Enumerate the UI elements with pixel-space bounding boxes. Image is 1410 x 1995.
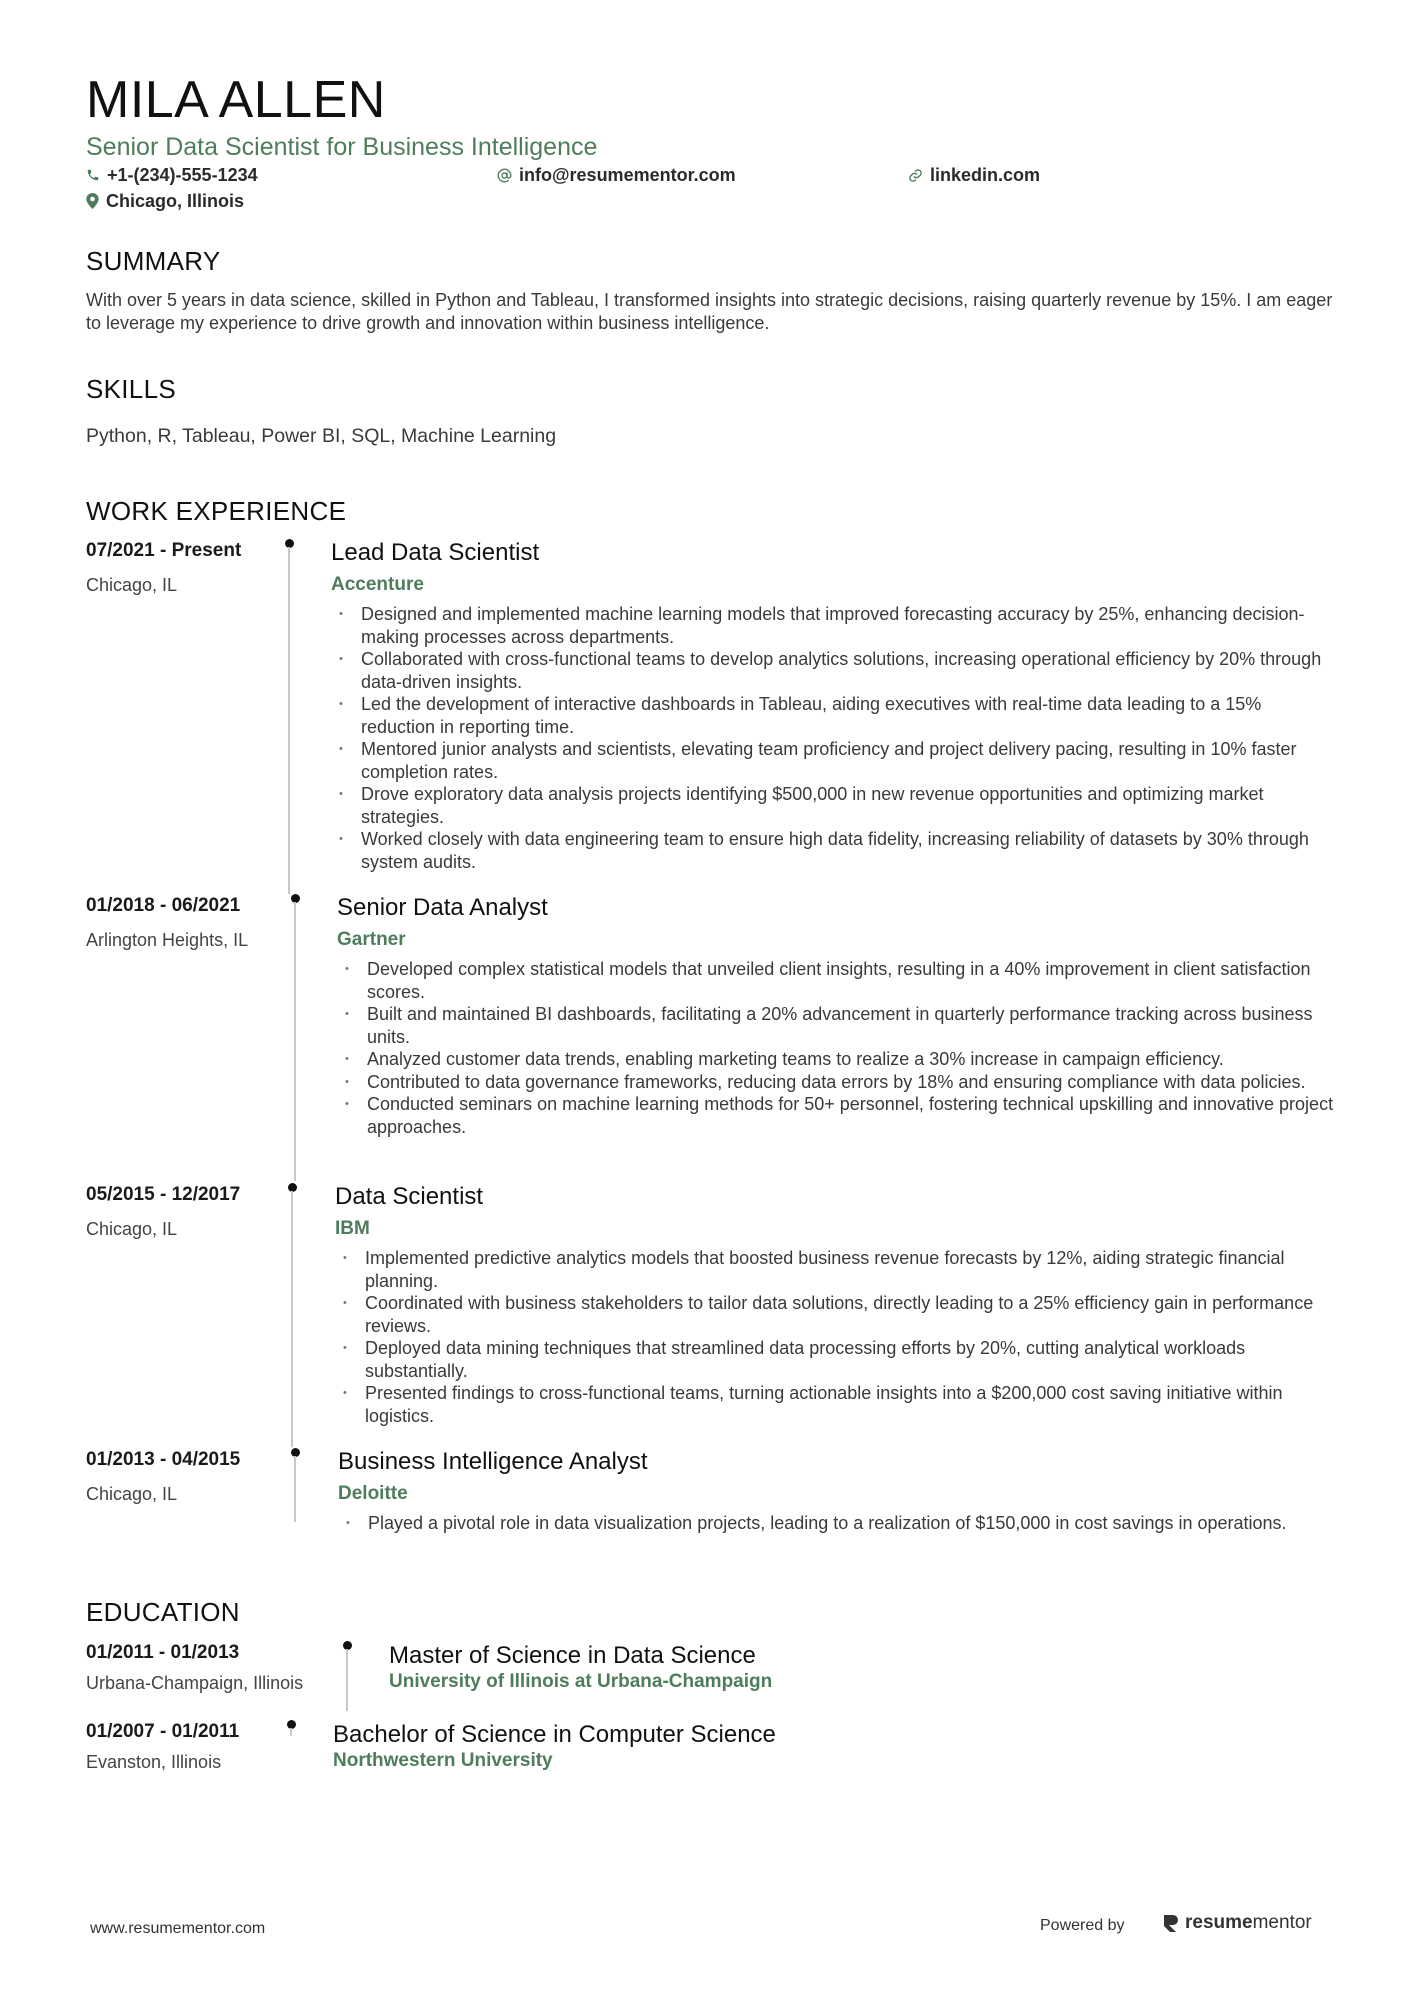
footer-powered-by: Powered by	[1040, 1917, 1125, 1934]
job-bullet: • Analyzed customer data trends, enabling marketing teams to realize a 30% increase in campaign efficiency.	[337, 1048, 1337, 1071]
contact-email[interactable]	[497, 164, 736, 186]
resumementor-logo-icon	[1162, 1913, 1180, 1933]
job-location: Arlington Heights, IL	[86, 930, 249, 950]
job-bullets	[338, 1512, 1338, 1535]
job-bullets	[331, 603, 1331, 873]
contact-location	[86, 190, 244, 212]
job-dates: 07/2021 - Present	[86, 540, 242, 561]
edu-school: Northwestern University	[333, 1750, 553, 1771]
job-bullet: • Developed complex statistical models that unveiled client insights, resulting in a 40% improvement in client satisfaction scores.	[337, 958, 1337, 1003]
skills-text: Python, R, Tableau, Power BI, SQL, Machine Learning	[86, 425, 557, 447]
timeline-line	[288, 547, 290, 894]
contact-linkedin[interactable]	[908, 164, 1040, 186]
job-bullet: • Implemented predictive analytics models that boosted business revenue forecasts by 12%, aiding strategic financial planning.	[335, 1247, 1335, 1292]
job-location: Chicago, IL	[86, 1484, 178, 1504]
job-location: Chicago, IL	[86, 575, 178, 595]
candidate-name: MILA ALLEN	[86, 71, 386, 129]
candidate-title: Senior Data Scientist for Business Intelligence	[86, 133, 598, 161]
timeline-line	[291, 1191, 293, 1447]
job-bullet: • Worked closely with data engineering team to ensure high data fidelity, increasing reliability of datasets by 30% through system audits.	[331, 828, 1331, 873]
job-bullet: • Collaborated with cross-functional teams to develop analytics solutions, increasing operational efficiency by 20% through data-driven insights.	[331, 648, 1331, 693]
edu-location: Evanston, Illinois	[86, 1752, 222, 1772]
education-heading: EDUCATION	[86, 1597, 240, 1627]
brand-light: mentor	[1252, 1912, 1312, 1933]
map-pin-icon	[86, 193, 99, 209]
experience-heading: WORK EXPERIENCE	[86, 496, 347, 526]
footer-brand-logo[interactable]	[1162, 1912, 1312, 1934]
footer-website[interactable]: www.resumementor.com	[90, 1920, 266, 1937]
edu-degree: Master of Science in Data Science	[389, 1642, 756, 1669]
at-sign-icon	[497, 168, 512, 183]
job-dates: 01/2018 - 06/2021	[86, 895, 241, 916]
job-bullets	[337, 958, 1337, 1138]
edu-school: University of Illinois at Urbana-Champaign	[389, 1671, 773, 1692]
edu-dates: 01/2011 - 01/2013	[86, 1642, 240, 1663]
job-company: IBM	[335, 1218, 370, 1239]
job-bullet: • Deployed data mining techniques that streamlined data processing efforts by 20%, cutting analytical workloads substantially.	[335, 1337, 1335, 1382]
job-role: Lead Data Scientist	[331, 539, 540, 566]
location-text: Chicago, Illinois	[106, 191, 245, 211]
job-bullet: • Mentored junior analysts and scientists, elevating team proficiency and project delivery pacing, resulting in 10% faster completion rates.	[331, 738, 1331, 783]
job-bullet: • Played a pivotal role in data visualization projects, leading to a realization of $150,000 in cost savings in operations.	[338, 1512, 1338, 1535]
job-bullet: • Led the development of interactive dashboards in Tableau, aiding executives with real-time data leading to a 15% reduction in reporting time.	[331, 693, 1331, 738]
job-bullet: • Contributed to data governance frameworks, reducing data errors by 18% and ensuring compliance with data policies.	[337, 1071, 1337, 1094]
timeline-line	[294, 1456, 296, 1522]
job-company: Accenture	[331, 574, 424, 595]
job-role: Business Intelligence Analyst	[338, 1448, 648, 1475]
phone-text: +1-(234)-555-1234	[107, 165, 258, 185]
job-bullet: • Built and maintained BI dashboards, facilitating a 20% advancement in quarterly performance tracking across business units.	[337, 1003, 1337, 1048]
job-role: Data Scientist	[335, 1183, 484, 1210]
edu-degree: Bachelor of Science in Computer Science	[333, 1721, 776, 1748]
job-bullet: • Coordinated with business stakeholders to tailor data solutions, directly leading to a 25% efficiency gain in performance reviews.	[335, 1292, 1335, 1337]
job-company: Gartner	[337, 929, 406, 950]
linkedin-text[interactable]: linkedin.com	[930, 165, 1041, 185]
job-bullets	[335, 1247, 1335, 1427]
summary-heading: SUMMARY	[86, 246, 221, 276]
email-text[interactable]: info@resumementor.com	[519, 165, 736, 185]
job-role: Senior Data Analyst	[337, 894, 548, 921]
skills-heading: SKILLS	[86, 374, 176, 404]
edu-location: Urbana-Champaign, Illinois	[86, 1673, 304, 1693]
summary-text: With over 5 years in data science, skilled in Python and Tableau, I transformed insights into strategic decisions, raising quarterly revenue by 15%. I am eager to leverage my experience to drive growth and innovation within business intelligence.	[86, 290, 1333, 333]
phone-icon	[86, 168, 100, 182]
timeline-line	[346, 1649, 348, 1711]
edu-dates: 01/2007 - 01/2011	[86, 1721, 240, 1742]
job-bullet: • Presented findings to cross-functional teams, turning actionable insights into a $200,000 cost saving initiative within logistics.	[335, 1382, 1335, 1427]
job-location: Chicago, IL	[86, 1219, 178, 1239]
job-dates: 01/2013 - 04/2015	[86, 1449, 241, 1470]
timeline-line	[290, 1728, 292, 1736]
job-bullet: • Drove exploratory data analysis projects identifying $500,000 in new revenue opportunities and optimizing market strategies.	[331, 783, 1331, 828]
job-bullet: • Conducted seminars on machine learning methods for 50+ personnel, fostering technical upskilling and innovative project approaches.	[337, 1093, 1337, 1138]
link-icon	[908, 168, 923, 183]
timeline-line	[294, 902, 296, 1181]
job-bullet: • Designed and implemented machine learning models that improved forecasting accuracy by 25%, enhancing decision-making processes across departments.	[331, 603, 1331, 648]
brand-bold: resume	[1185, 1912, 1253, 1933]
job-dates: 05/2015 - 12/2017	[86, 1184, 241, 1205]
job-company: Deloitte	[338, 1483, 408, 1504]
contact-phone	[86, 164, 258, 186]
